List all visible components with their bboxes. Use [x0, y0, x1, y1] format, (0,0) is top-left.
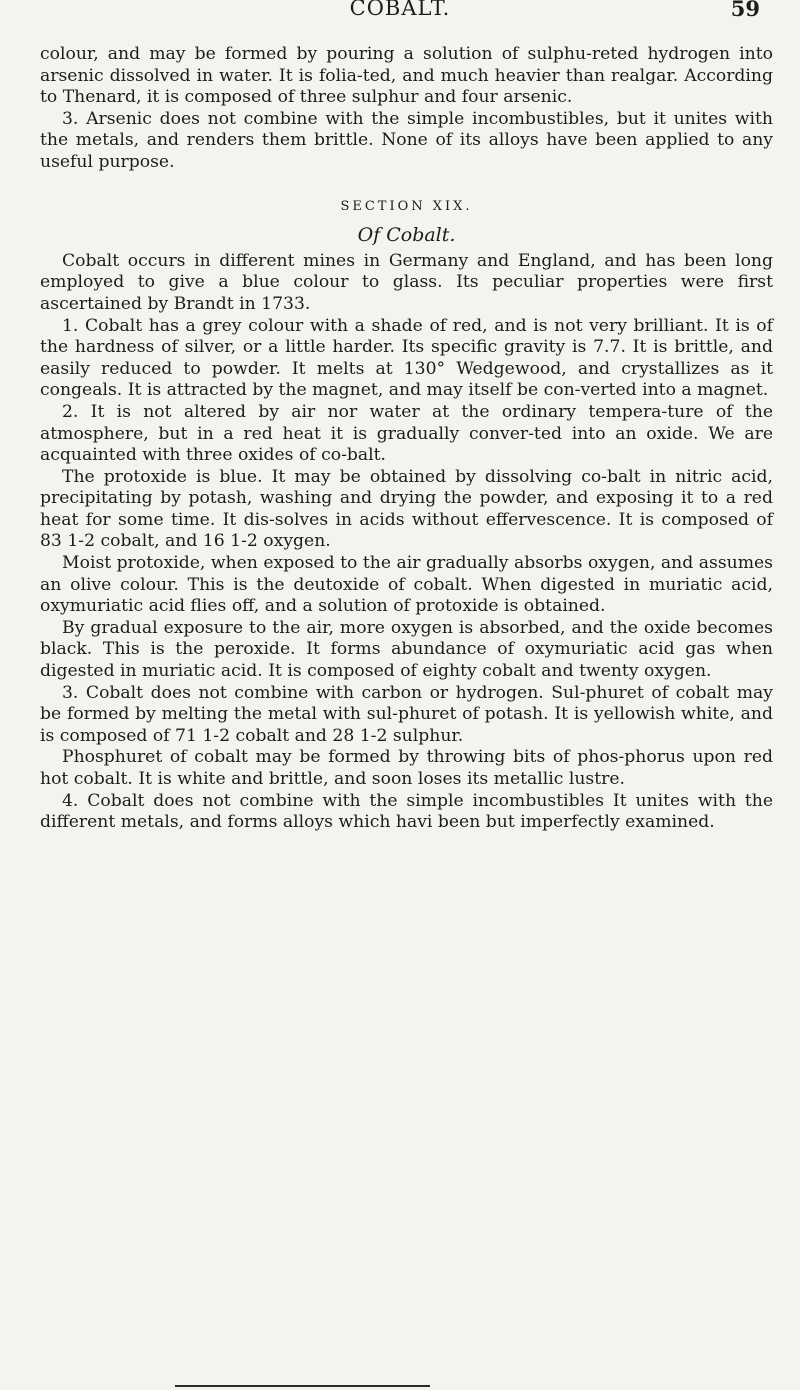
paragraph: Moist protoxide, when exposed to the air gradually absorbs oxygen, and assumes an olive colour. This is the deutoxide of cobalt. When digested in muriatic acid, oxymuriatic acid flies off, and a solution of protoxide is obtained. [40, 553, 773, 617]
footer-rule [175, 1385, 430, 1387]
running-title: COBALT. [349, 0, 451, 20]
paragraph: 3. Arsenic does not combine with the simple incombustibles, but it unites with the metals, and renders them brittle. None of its alloys have been applied to any useful purpose. [40, 108, 773, 172]
section-subheading: Of Cobalt. [357, 224, 456, 247]
paragraph: Cobalt occurs in different mines in Germany and England, and has been long employed to give a blue colour to glass. Its peculiar properties were first ascertained by Brandt in 1733. [40, 250, 773, 314]
paragraph: colour, and may be formed by pouring a solution of sulphu-reted hydrogen into arsenic dissolved in water. It is folia-ted, and much heavier than realgar. According to Thenard, it is composed of three sulphur and four arsenic. [40, 44, 773, 108]
paragraph: 3. Cobalt does not combine with carbon or hydrogen. Sul-phuret of cobalt may be formed by melting the metal with sul-phuret of potash. It is yellowish white, and is composed of 71 1-2 cobalt and 28 1-2 sulphur. [40, 682, 773, 746]
paragraph: By gradual exposure to the air, more oxygen is absorbed, and the oxide becomes black. This is the peroxide. It forms abundance of oxymuriatic acid gas when digested in muriatic acid. It is composed of eighty cobalt and twenty oxygen. [40, 617, 773, 682]
paragraph: 4. Cobalt does not combine with the simple incombustibles It unites with the different metals, and forms alloys which havi been but imperfectly examined. [40, 790, 773, 833]
section-heading: SECTION XIX. [340, 198, 473, 214]
paragraph: 1. Cobalt has a grey colour with a shade of red, and is not very brilliant. It is of the hardness of silver, or a little harder. Its specific gravity is 7.7. It is brittle, and easily reduced to powder. It melts at 130° Wedgewood, and crystallizes as it congeals. It is attracted by the magnet, and may itself be con-verted into a magnet. [40, 315, 773, 401]
paragraph: Phosphuret of cobalt may be formed by throwing bits of phos-phorus upon red hot cobalt. It is white and brittle, and soon loses its metallic lustre. [40, 747, 773, 789]
body-text [40, 44, 773, 834]
running-head [40, 0, 760, 26]
paragraph: The protoxide is blue. It may be obtained by dissolving co-balt in nitric acid, precipitating by potash, washing and drying the powder, and exposing it to a red heat for some time. It dis-solves in acids without effervescence. It is composed of 83 1-2 cobalt, and 16 1-2 oxygen. [40, 466, 773, 552]
page-number: 59 [730, 0, 760, 21]
paragraph: 2. It is not altered by air nor water at the ordinary tempera-ture of the atmosphere, but in a red heat it is gradually conver-ted into an oxide. We are acquainted with three oxides of co-balt. [40, 401, 773, 466]
